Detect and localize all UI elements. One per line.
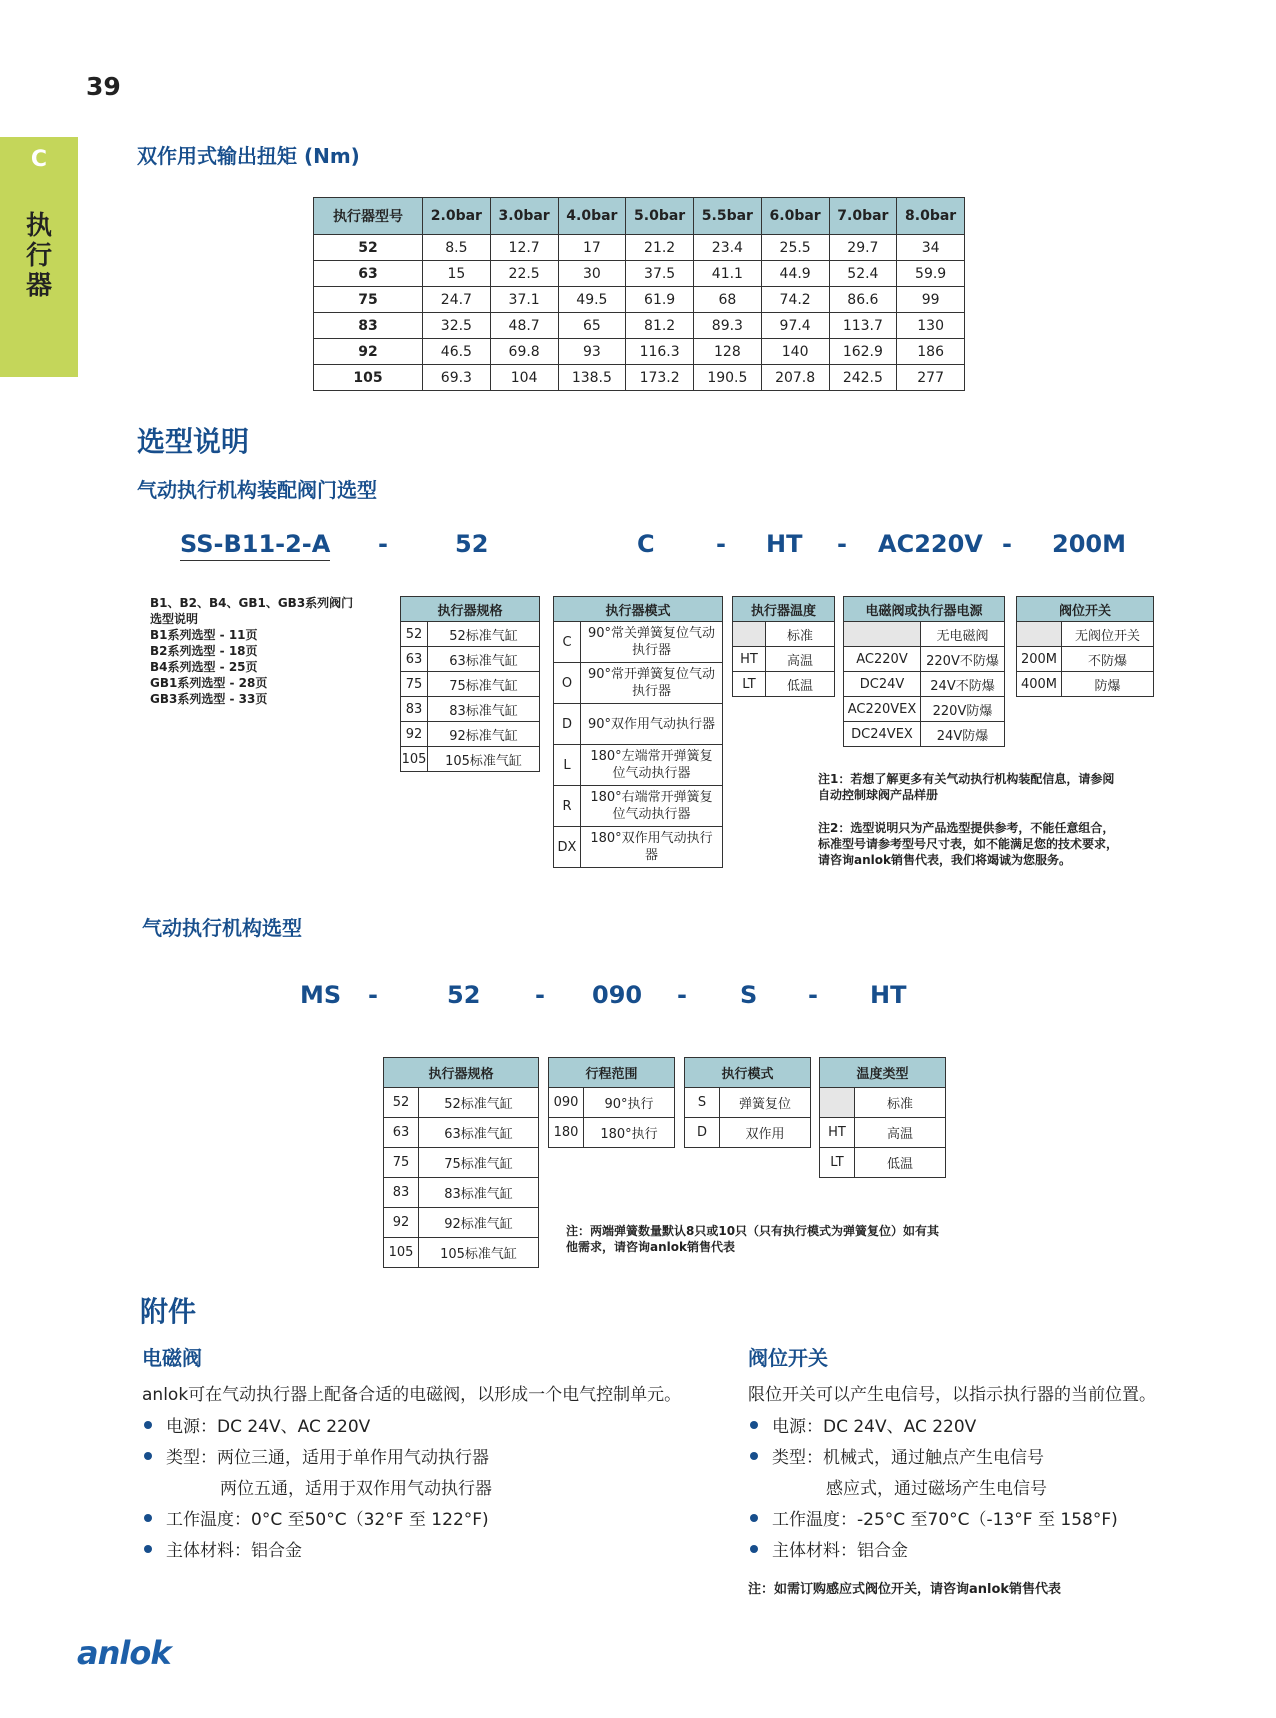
option-code: 83 — [401, 697, 428, 722]
torque-value-cell: 89.3 — [694, 313, 762, 339]
brand-logo: anlok — [77, 1634, 171, 1672]
torque-value-cell: 65 — [558, 313, 626, 339]
option-code: 090 — [549, 1088, 584, 1118]
table-header: 执行器温度 — [733, 597, 835, 622]
bullet-text: 主体材料：铝合金 — [166, 1541, 302, 1561]
table-header: 执行模式 — [685, 1058, 811, 1088]
torque-header-pressure: 7.0bar — [829, 198, 897, 235]
bullet-icon — [144, 1421, 152, 1429]
torque-model-cell: 92 — [314, 339, 423, 365]
torque-value-cell: 207.8 — [761, 365, 829, 391]
torque-row — [314, 261, 965, 287]
torque-header-pressure: 2.0bar — [423, 198, 491, 235]
limit-switch-intro: 限位开关可以产生电信号，以指示执行器的当前位置。 — [748, 1385, 1156, 1405]
option-code: DX — [554, 827, 581, 868]
option-row — [733, 647, 835, 672]
series-note-line: 选型说明 — [150, 612, 199, 626]
option-desc: 24V防爆 — [921, 722, 1005, 747]
torque-value-cell: 17 — [558, 235, 626, 261]
option-desc: 63标准气缸 — [428, 647, 540, 672]
option-code: 92 — [384, 1208, 419, 1238]
option-row — [401, 622, 540, 647]
option-code: L — [554, 745, 581, 786]
option-code: HT — [733, 647, 766, 672]
torque-value-cell: 93 — [558, 339, 626, 365]
code-part: 52 — [455, 530, 489, 558]
code-dash: - — [368, 981, 378, 1009]
torque-row — [314, 365, 965, 391]
option-row — [844, 672, 1005, 697]
option-desc: 24V不防爆 — [921, 672, 1005, 697]
torque-value-cell: 69.3 — [423, 365, 491, 391]
code-dash: - — [808, 981, 818, 1009]
option-desc: 83标准气缸 — [419, 1178, 539, 1208]
table-header: 执行器规格 — [384, 1058, 539, 1088]
chapter-label: 执行器 — [25, 211, 52, 301]
torque-value-cell: 49.5 — [558, 287, 626, 313]
option-desc: 弹簧复位 — [720, 1088, 811, 1118]
torque-value-cell: 25.5 — [761, 235, 829, 261]
code-part: 090 — [592, 981, 643, 1009]
option-code: AC220VEX — [844, 697, 921, 722]
option-desc: 180°左端常开弹簧复位气动执行器 — [581, 745, 723, 786]
code-part: AC220V — [878, 530, 983, 558]
option-row — [554, 663, 723, 704]
option-desc: 双作用 — [720, 1118, 811, 1148]
limit-switch-title: 阀位开关 — [748, 1346, 828, 1370]
option-desc: 低温 — [855, 1148, 946, 1178]
bullet-text: 工作温度：-25°C 至70°C（-13°F 至 158°F) — [772, 1510, 1118, 1530]
option-code: DC24V — [844, 672, 921, 697]
option-desc: 52标准气缸 — [428, 622, 540, 647]
option-code: 105 — [384, 1238, 419, 1268]
option-row — [820, 1118, 946, 1148]
actuator-temp-table — [819, 1057, 946, 1178]
torque-value-cell: 68 — [694, 287, 762, 313]
option-code: S — [685, 1088, 720, 1118]
option-desc: 75标准气缸 — [419, 1148, 539, 1178]
table-header: 行程范围 — [549, 1058, 675, 1088]
option-row — [733, 622, 835, 647]
torque-value-cell: 242.5 — [829, 365, 897, 391]
code-dash: - — [716, 530, 726, 558]
option-row — [554, 622, 723, 663]
option-row — [384, 1238, 539, 1268]
option-code: HT — [820, 1118, 855, 1148]
torque-value-cell: 23.4 — [694, 235, 762, 261]
code-part: S — [740, 981, 758, 1009]
option-desc: 高温 — [766, 647, 835, 672]
code-dash: - — [837, 530, 847, 558]
table-header: 执行器规格 — [401, 597, 540, 622]
series-note-line: GB3系列选型 - 33页 — [150, 692, 268, 706]
option-row — [1017, 622, 1154, 647]
limit-switch-list — [750, 1412, 1250, 1567]
torque-value-cell: 74.2 — [761, 287, 829, 313]
option-code: LT — [820, 1148, 855, 1178]
torque-value-cell: 21.2 — [626, 235, 694, 261]
option-row — [554, 827, 723, 868]
option-desc: 105标准气缸 — [419, 1238, 539, 1268]
option-row — [685, 1118, 811, 1148]
option-code: 63 — [384, 1118, 419, 1148]
code-part: SS-B11-2-A — [180, 530, 330, 561]
option-code: 400M — [1017, 672, 1062, 697]
option-desc: 标准 — [855, 1088, 946, 1118]
option-code: 180 — [549, 1118, 584, 1148]
torque-value-cell: 37.5 — [626, 261, 694, 287]
option-row — [401, 672, 540, 697]
option-desc: 无电磁阀 — [921, 622, 1005, 647]
option-row — [1017, 672, 1154, 697]
option-code: 92 — [401, 722, 428, 747]
torque-value-cell: 99 — [897, 287, 965, 313]
bullet-item — [144, 1443, 724, 1474]
option-code — [1017, 622, 1062, 647]
code-part: 200M — [1052, 530, 1126, 558]
option-desc: 92标准气缸 — [428, 722, 540, 747]
bullet-text: 电源：DC 24V、AC 220V — [772, 1417, 977, 1437]
code-dash: - — [535, 981, 545, 1009]
torque-value-cell: 277 — [897, 365, 965, 391]
torque-header-model: 执行器型号 — [314, 198, 423, 235]
option-desc: 高温 — [855, 1118, 946, 1148]
torque-value-cell: 46.5 — [423, 339, 491, 365]
option-row — [733, 672, 835, 697]
torque-value-cell: 97.4 — [761, 313, 829, 339]
option-row — [401, 722, 540, 747]
valve-power-table — [843, 596, 1005, 747]
option-row — [384, 1118, 539, 1148]
torque-row — [314, 339, 965, 365]
valve-spec-table — [400, 596, 540, 772]
torque-value-cell: 104 — [490, 365, 558, 391]
valve-note-1: 注1：若想了解更多有关气动执行机构装配信息，请参阅自动控制球阀产品样册 — [818, 772, 1115, 802]
series-note-line: B1系列选型 - 11页 — [150, 628, 258, 642]
option-row — [384, 1088, 539, 1118]
torque-model-cell: 63 — [314, 261, 423, 287]
torque-value-cell: 86.6 — [829, 287, 897, 313]
option-row — [1017, 647, 1154, 672]
series-note-line: B1、B2、B4、GB1、GB3系列阀门 — [150, 596, 354, 610]
code-dash: - — [677, 981, 687, 1009]
torque-value-cell: 173.2 — [626, 365, 694, 391]
option-row — [554, 786, 723, 827]
torque-value-cell: 52.4 — [829, 261, 897, 287]
torque-value-cell: 12.7 — [490, 235, 558, 261]
torque-value-cell: 130 — [897, 313, 965, 339]
option-code: O — [554, 663, 581, 704]
torque-value-cell: 186 — [897, 339, 965, 365]
page-number: 39 — [86, 72, 121, 101]
option-row — [844, 697, 1005, 722]
torque-header-pressure: 5.5bar — [694, 198, 762, 235]
bullet-continuation: 感应式，通过磁场产生电信号 — [826, 1479, 1047, 1499]
option-code: D — [685, 1118, 720, 1148]
bullet-item — [144, 1536, 724, 1567]
code-dash: - — [378, 530, 388, 558]
bullet-icon — [144, 1452, 152, 1460]
bullet-icon — [750, 1421, 758, 1429]
option-desc: 防爆 — [1062, 672, 1154, 697]
torque-value-cell: 140 — [761, 339, 829, 365]
limit-switch-note: 注：如需订购感应式阀位开关，请咨询anlok销售代表 — [748, 1582, 1062, 1597]
valve-temp-table — [732, 596, 835, 697]
torque-value-cell: 34 — [897, 235, 965, 261]
option-row — [384, 1178, 539, 1208]
chapter-letter: C — [30, 147, 48, 172]
option-row — [820, 1148, 946, 1178]
option-code: 52 — [384, 1088, 419, 1118]
option-code — [733, 622, 766, 647]
series-note — [150, 595, 353, 707]
code-dash: - — [1002, 530, 1012, 558]
valve-selection-title: 气动执行机构装配阀门选型 — [137, 478, 377, 502]
option-row — [554, 745, 723, 786]
torque-value-cell: 37.1 — [490, 287, 558, 313]
bullet-item — [750, 1536, 1250, 1567]
torque-title: 双作用式输出扭矩 (Nm) — [137, 144, 360, 168]
option-row — [844, 622, 1005, 647]
option-desc: 90°双作用气动执行器 — [581, 704, 723, 745]
torque-value-cell: 113.7 — [829, 313, 897, 339]
option-desc: 180°双作用气动执行器 — [581, 827, 723, 868]
option-row — [844, 722, 1005, 747]
torque-value-cell: 30 — [558, 261, 626, 287]
bullet-continuation: 两位五通，适用于双作用气动执行器 — [220, 1479, 492, 1499]
torque-header-pressure: 5.0bar — [626, 198, 694, 235]
torque-value-cell: 41.1 — [694, 261, 762, 287]
option-desc: 90°执行 — [584, 1088, 675, 1118]
option-code — [820, 1088, 855, 1118]
option-desc: 无阀位开关 — [1062, 622, 1154, 647]
valve-mode-table — [553, 596, 723, 868]
torque-value-cell: 44.9 — [761, 261, 829, 287]
torque-header-pressure: 3.0bar — [490, 198, 558, 235]
option-desc: 63标准气缸 — [419, 1118, 539, 1148]
option-desc: 低温 — [766, 672, 835, 697]
option-code: C — [554, 622, 581, 663]
option-code: 75 — [384, 1148, 419, 1178]
torque-value-cell: 128 — [694, 339, 762, 365]
torque-value-cell: 69.8 — [490, 339, 558, 365]
option-code: LT — [733, 672, 766, 697]
bullet-item — [750, 1505, 1250, 1536]
option-code: 63 — [401, 647, 428, 672]
torque-value-cell: 48.7 — [490, 313, 558, 339]
option-code: 200M — [1017, 647, 1062, 672]
table-header: 温度类型 — [820, 1058, 946, 1088]
actuator-note: 注：两端弹簧数量默认8只或10只（只有执行模式为弹簧复位）如有其他需求，请咨询anlok销售代表 — [566, 1224, 940, 1254]
code-part: C — [637, 530, 655, 558]
option-code: AC220V — [844, 647, 921, 672]
option-desc: 83标准气缸 — [428, 697, 540, 722]
actuator-selection-title: 气动执行机构选型 — [142, 916, 302, 940]
torque-row — [314, 287, 965, 313]
option-row — [384, 1208, 539, 1238]
torque-value-cell: 116.3 — [626, 339, 694, 365]
option-desc: 标准 — [766, 622, 835, 647]
selection-title: 选型说明 — [137, 425, 250, 458]
option-desc: 180°右端常开弹簧复位气动执行器 — [581, 786, 723, 827]
bullet-icon — [144, 1514, 152, 1522]
table-header: 阀位开关 — [1017, 597, 1154, 622]
option-code: 83 — [384, 1178, 419, 1208]
bullet-icon — [750, 1452, 758, 1460]
solenoid-list — [144, 1412, 724, 1567]
bullet-item — [144, 1412, 724, 1443]
option-desc: 90°常开弹簧复位气动执行器 — [581, 663, 723, 704]
torque-value-cell: 24.7 — [423, 287, 491, 313]
option-row — [401, 747, 540, 772]
torque-table — [313, 197, 965, 391]
code-part: MS — [300, 981, 342, 1009]
bullet-item — [750, 1412, 1250, 1443]
actuator-spec-table — [383, 1057, 539, 1268]
option-row — [549, 1088, 675, 1118]
option-code: DC24VEX — [844, 722, 921, 747]
torque-value-cell: 162.9 — [829, 339, 897, 365]
torque-value-cell: 32.5 — [423, 313, 491, 339]
bullet-icon — [144, 1545, 152, 1553]
bullet-text: 类型：机械式，通过触点产生电信号 — [772, 1448, 1044, 1468]
torque-value-cell: 138.5 — [558, 365, 626, 391]
bullet-icon — [750, 1514, 758, 1522]
torque-value-cell: 22.5 — [490, 261, 558, 287]
valve-switch-table — [1016, 596, 1154, 697]
actuator-mode-table — [684, 1057, 811, 1148]
option-desc: 75标准气缸 — [428, 672, 540, 697]
actuator-travel-table — [548, 1057, 675, 1148]
table-header: 电磁阀或执行器电源 — [844, 597, 1005, 622]
code-part: HT — [766, 530, 803, 558]
code-part: 52 — [447, 981, 481, 1009]
option-row — [844, 647, 1005, 672]
option-code — [844, 622, 921, 647]
series-note-line: B2系列选型 - 18页 — [150, 644, 258, 658]
torque-model-cell: 105 — [314, 365, 423, 391]
option-row — [401, 647, 540, 672]
table-header: 执行器模式 — [554, 597, 723, 622]
torque-value-cell: 15 — [423, 261, 491, 287]
bullet-text: 工作温度：0°C 至50°C（32°F 至 122°F) — [166, 1510, 489, 1530]
option-row — [554, 704, 723, 745]
option-code: 75 — [401, 672, 428, 697]
bullet-text: 电源：DC 24V、AC 220V — [166, 1417, 371, 1437]
option-desc: 105标准气缸 — [428, 747, 540, 772]
series-note-line: B4系列选型 - 25页 — [150, 660, 258, 674]
option-row — [384, 1148, 539, 1178]
bullet-icon — [750, 1545, 758, 1553]
option-code: D — [554, 704, 581, 745]
torque-value-cell: 8.5 — [423, 235, 491, 261]
torque-value-cell: 81.2 — [626, 313, 694, 339]
option-row — [685, 1088, 811, 1118]
torque-model-cell: 75 — [314, 287, 423, 313]
option-desc: 180°执行 — [584, 1118, 675, 1148]
option-desc: 220V防爆 — [921, 697, 1005, 722]
torque-header-pressure: 8.0bar — [897, 198, 965, 235]
torque-header-pressure: 4.0bar — [558, 198, 626, 235]
option-code: 52 — [401, 622, 428, 647]
torque-value-cell: 190.5 — [694, 365, 762, 391]
series-note-line: GB1系列选型 - 28页 — [150, 676, 268, 690]
option-desc: 不防爆 — [1062, 647, 1154, 672]
option-row — [549, 1118, 675, 1148]
torque-model-cell: 52 — [314, 235, 423, 261]
bullet-text: 主体材料：铝合金 — [772, 1541, 908, 1561]
valve-note-2: 注2：选型说明只为产品选型提供参考，不能任意组合，标准型号请参考型号尺寸表，如不能满足您的技术要求，请咨询anlok销售代表，我们将竭诚为您服务。 — [818, 821, 1119, 867]
torque-row — [314, 313, 965, 339]
torque-value-cell: 29.7 — [829, 235, 897, 261]
accessories-title: 附件 — [140, 1295, 197, 1328]
code-part: HT — [870, 981, 907, 1009]
chapter-tab — [0, 137, 78, 377]
torque-value-cell: 61.9 — [626, 287, 694, 313]
option-desc: 90°常关弹簧复位气动执行器 — [581, 622, 723, 663]
option-code: 105 — [401, 747, 428, 772]
bullet-item — [750, 1443, 1250, 1474]
torque-value-cell: 59.9 — [897, 261, 965, 287]
option-row — [820, 1088, 946, 1118]
torque-row — [314, 235, 965, 261]
torque-model-cell: 83 — [314, 313, 423, 339]
solenoid-title: 电磁阀 — [142, 1346, 202, 1370]
bullet-text: 类型：两位三通，适用于单作用气动执行器 — [166, 1448, 489, 1468]
option-desc: 52标准气缸 — [419, 1088, 539, 1118]
solenoid-intro: anlok可在气动执行器上配备合适的电磁阀，以形成一个电气控制单元。 — [142, 1385, 682, 1405]
torque-header-pressure: 6.0bar — [761, 198, 829, 235]
option-row — [401, 697, 540, 722]
option-desc: 92标准气缸 — [419, 1208, 539, 1238]
option-code: R — [554, 786, 581, 827]
bullet-item — [144, 1505, 724, 1536]
option-desc: 220V不防爆 — [921, 647, 1005, 672]
